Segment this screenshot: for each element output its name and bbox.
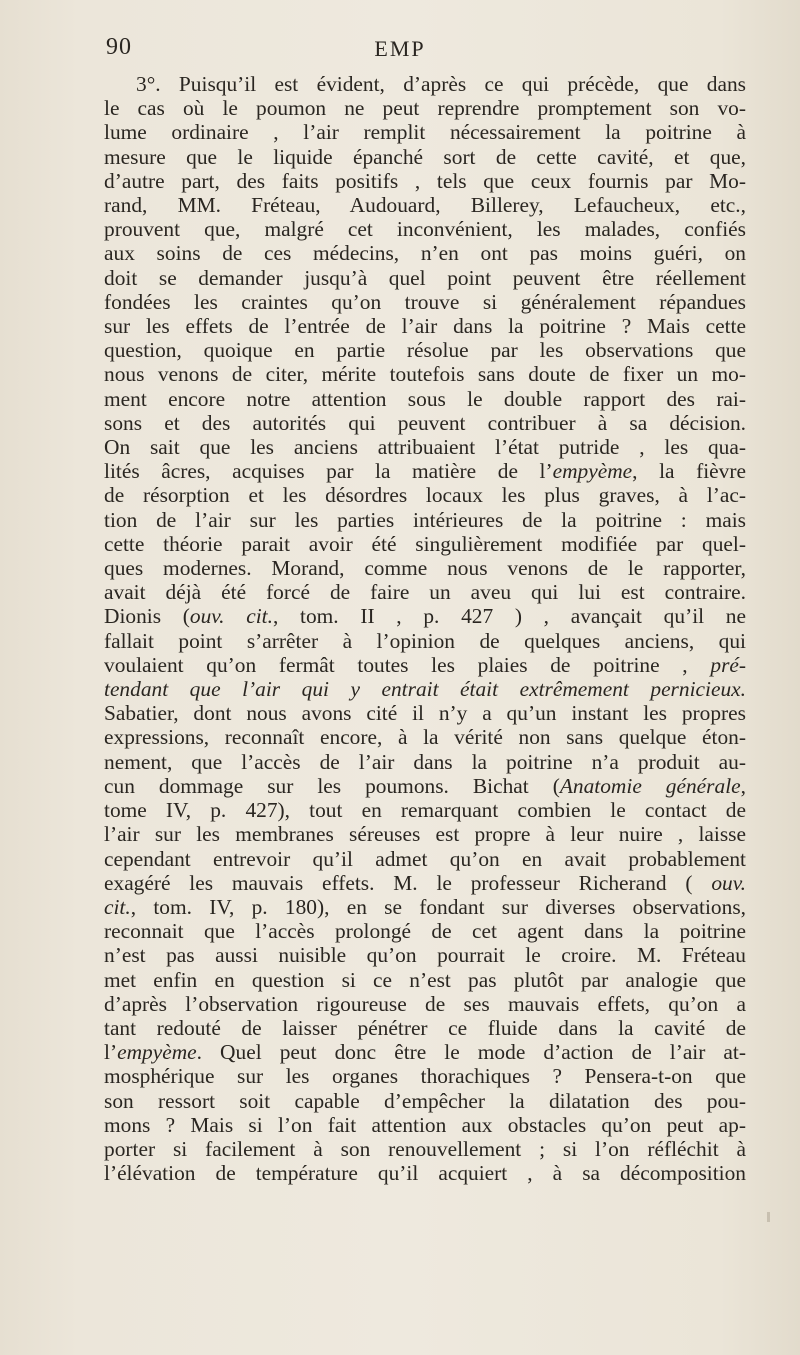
text-line: de résorption et les désordres locaux les plus graves, à l’ac-	[104, 483, 746, 508]
text-line	[104, 871, 746, 895]
text-line: nous venons de citer, mérite toutefois sans doute de fixer un mo-	[104, 362, 746, 387]
text-line: nement, que l’accès de l’air dans la poitrine n’a produit au-	[104, 749, 746, 774]
text-segment: l’	[104, 1040, 118, 1065]
text-line: son ressort soit capable d’empêcher la dilatation des pou-	[104, 1088, 746, 1113]
text-line	[104, 677, 746, 701]
text-line: sons et des autorités qui peuvent contribuer à sa décision.	[104, 410, 746, 435]
text-line: d’après l’observation rigoureuse de ses mauvais effets, qu’on a	[104, 991, 746, 1016]
text-segment: exagéré les mauvais effets. M. le professeur Richerand (	[104, 870, 693, 895]
text-line: mesure que le liquide épanché sort de cette cavité, et que,	[104, 144, 746, 169]
text-line: lume ordinaire , l’air remplit nécessairement la poitrine à	[104, 120, 746, 145]
text-line	[104, 604, 746, 628]
text-line: ment encore notre attention sous le double rapport des rai-	[104, 386, 746, 411]
italic-quote: tendant que l’air qui y entrait était extrêmement pernicieux.	[104, 677, 746, 702]
text-segment: voulaient qu’on fermât toutes les plaies de poitrine ,	[104, 652, 688, 677]
text-line: mons ? Mais si l’on fait attention aux obstacles qu’on peut ap-	[104, 1112, 746, 1137]
text-line	[104, 895, 746, 919]
text-line	[104, 1040, 746, 1064]
text-line: tant redouté de laisser pénétrer ce fluide dans la cavité de	[104, 1015, 746, 1040]
text-line: rand, MM. Fréteau, Audouard, Billerey, Lefaucheux, etc.,	[104, 193, 746, 218]
text-line: doit se demander jusqu’à quel point peuvent être réellement	[104, 265, 746, 290]
text-line: fallait point s’arrêter à l’opinion de quelques anciens, qui	[104, 628, 746, 653]
italic-quote: pré-	[710, 652, 747, 677]
text-line: le cas où le poumon ne peut reprendre promptement son vo-	[104, 96, 746, 121]
text-line: sur les effets de l’entrée de l’air dans la poitrine ? Mais cette	[104, 314, 746, 339]
text-segment: , tom. IV, p. 180), en se fondant sur diverses observations,	[130, 894, 746, 919]
italic-citation: ouv.	[711, 870, 746, 895]
text-line: Sabatier, dont nous avons cité il n’y a qu’un instant les propres	[104, 701, 746, 726]
text-line: tome IV, p. 427), tout en remarquant combien le contact de	[104, 798, 746, 823]
italic-term: empyème	[117, 1040, 197, 1065]
text-line	[104, 653, 746, 677]
text-line: aux soins de ces médecins, n’en ont pas moins guéri, on	[104, 241, 746, 266]
text-line: porter si facilement à son renouvellement ; si l’on réfléchit à	[104, 1136, 746, 1161]
text-segment: . Quel peut donc être le mode d’action de l’air at-	[196, 1040, 746, 1065]
text-line: cette théorie parait avoir été singulièrement modifiée par quel-	[104, 531, 746, 556]
text-line: expressions, reconnaît encore, à la vérité non sans quelque éton-	[104, 725, 746, 750]
running-title: EMP	[374, 36, 426, 61]
text-line: mosphérique sur les organes thorachiques ? Pensera-t-on que	[104, 1064, 746, 1089]
text-segment: ,	[740, 773, 746, 798]
text-segment: Dionis (	[104, 604, 190, 629]
body-text	[104, 72, 746, 1185]
italic-term: empyème	[552, 459, 633, 484]
text-line: l’élévation de température qu’il acquiert , à sa décomposition	[104, 1161, 746, 1186]
text-segment: cun dommage sur les poumons. Bichat (	[104, 773, 560, 798]
text-segment: , la fièvre	[632, 459, 746, 484]
italic-citation: Anatomie générale	[559, 773, 741, 798]
text-line: tion de l’air sur les parties intérieures de la poitrine : mais	[104, 507, 746, 532]
text-line: ques modernes. Morand, comme nous venons de le rapporter,	[104, 556, 746, 581]
text-segment: lités âcres, acquises par la matière de l’	[104, 459, 553, 484]
italic-citation: ouv. cit.	[189, 604, 273, 629]
text-line: l’air sur les membranes séreuses est propre à leur nuire , laisse	[104, 822, 746, 847]
text-line: fondées les craintes qu’on trouve si généralement répandues	[104, 289, 746, 314]
text-segment: , tom. II , p. 427 ) , avançait qu’il ne	[272, 604, 746, 629]
text-line: cependant entrevoir qu’il admet qu’on en avait probablement	[104, 846, 746, 871]
text-line	[104, 459, 746, 483]
text-line: question, quoique en partie résolue par les observations que	[104, 338, 746, 363]
text-line: met enfin en question si ce n’est pas plutôt par analogie que	[104, 967, 746, 992]
text-line: On sait que les anciens attribuaient l’état putride , les qua-	[104, 435, 746, 460]
text-line: 3°. Puisqu’il est évident, d’après ce qui précède, que dans	[136, 72, 746, 96]
italic-citation: cit.	[104, 894, 131, 919]
page-number: 90	[106, 34, 132, 60]
text-line: avait déjà été forcé de faire un aveu qui lui est contraire.	[104, 580, 746, 605]
text-line: reconnait que l’accès prolongé de cet agent dans la poitrine	[104, 919, 746, 944]
ink-mark	[767, 1212, 770, 1222]
text-line: n’est pas aussi nuisible qu’on pourrait le croire. M. Fréteau	[104, 943, 746, 968]
text-line	[104, 774, 746, 798]
text-line: d’autre part, des faits positifs , tels que ceux fournis par Mo-	[104, 168, 746, 193]
text-line: prouvent que, malgré cet inconvénient, les malades, confiés	[104, 217, 746, 242]
